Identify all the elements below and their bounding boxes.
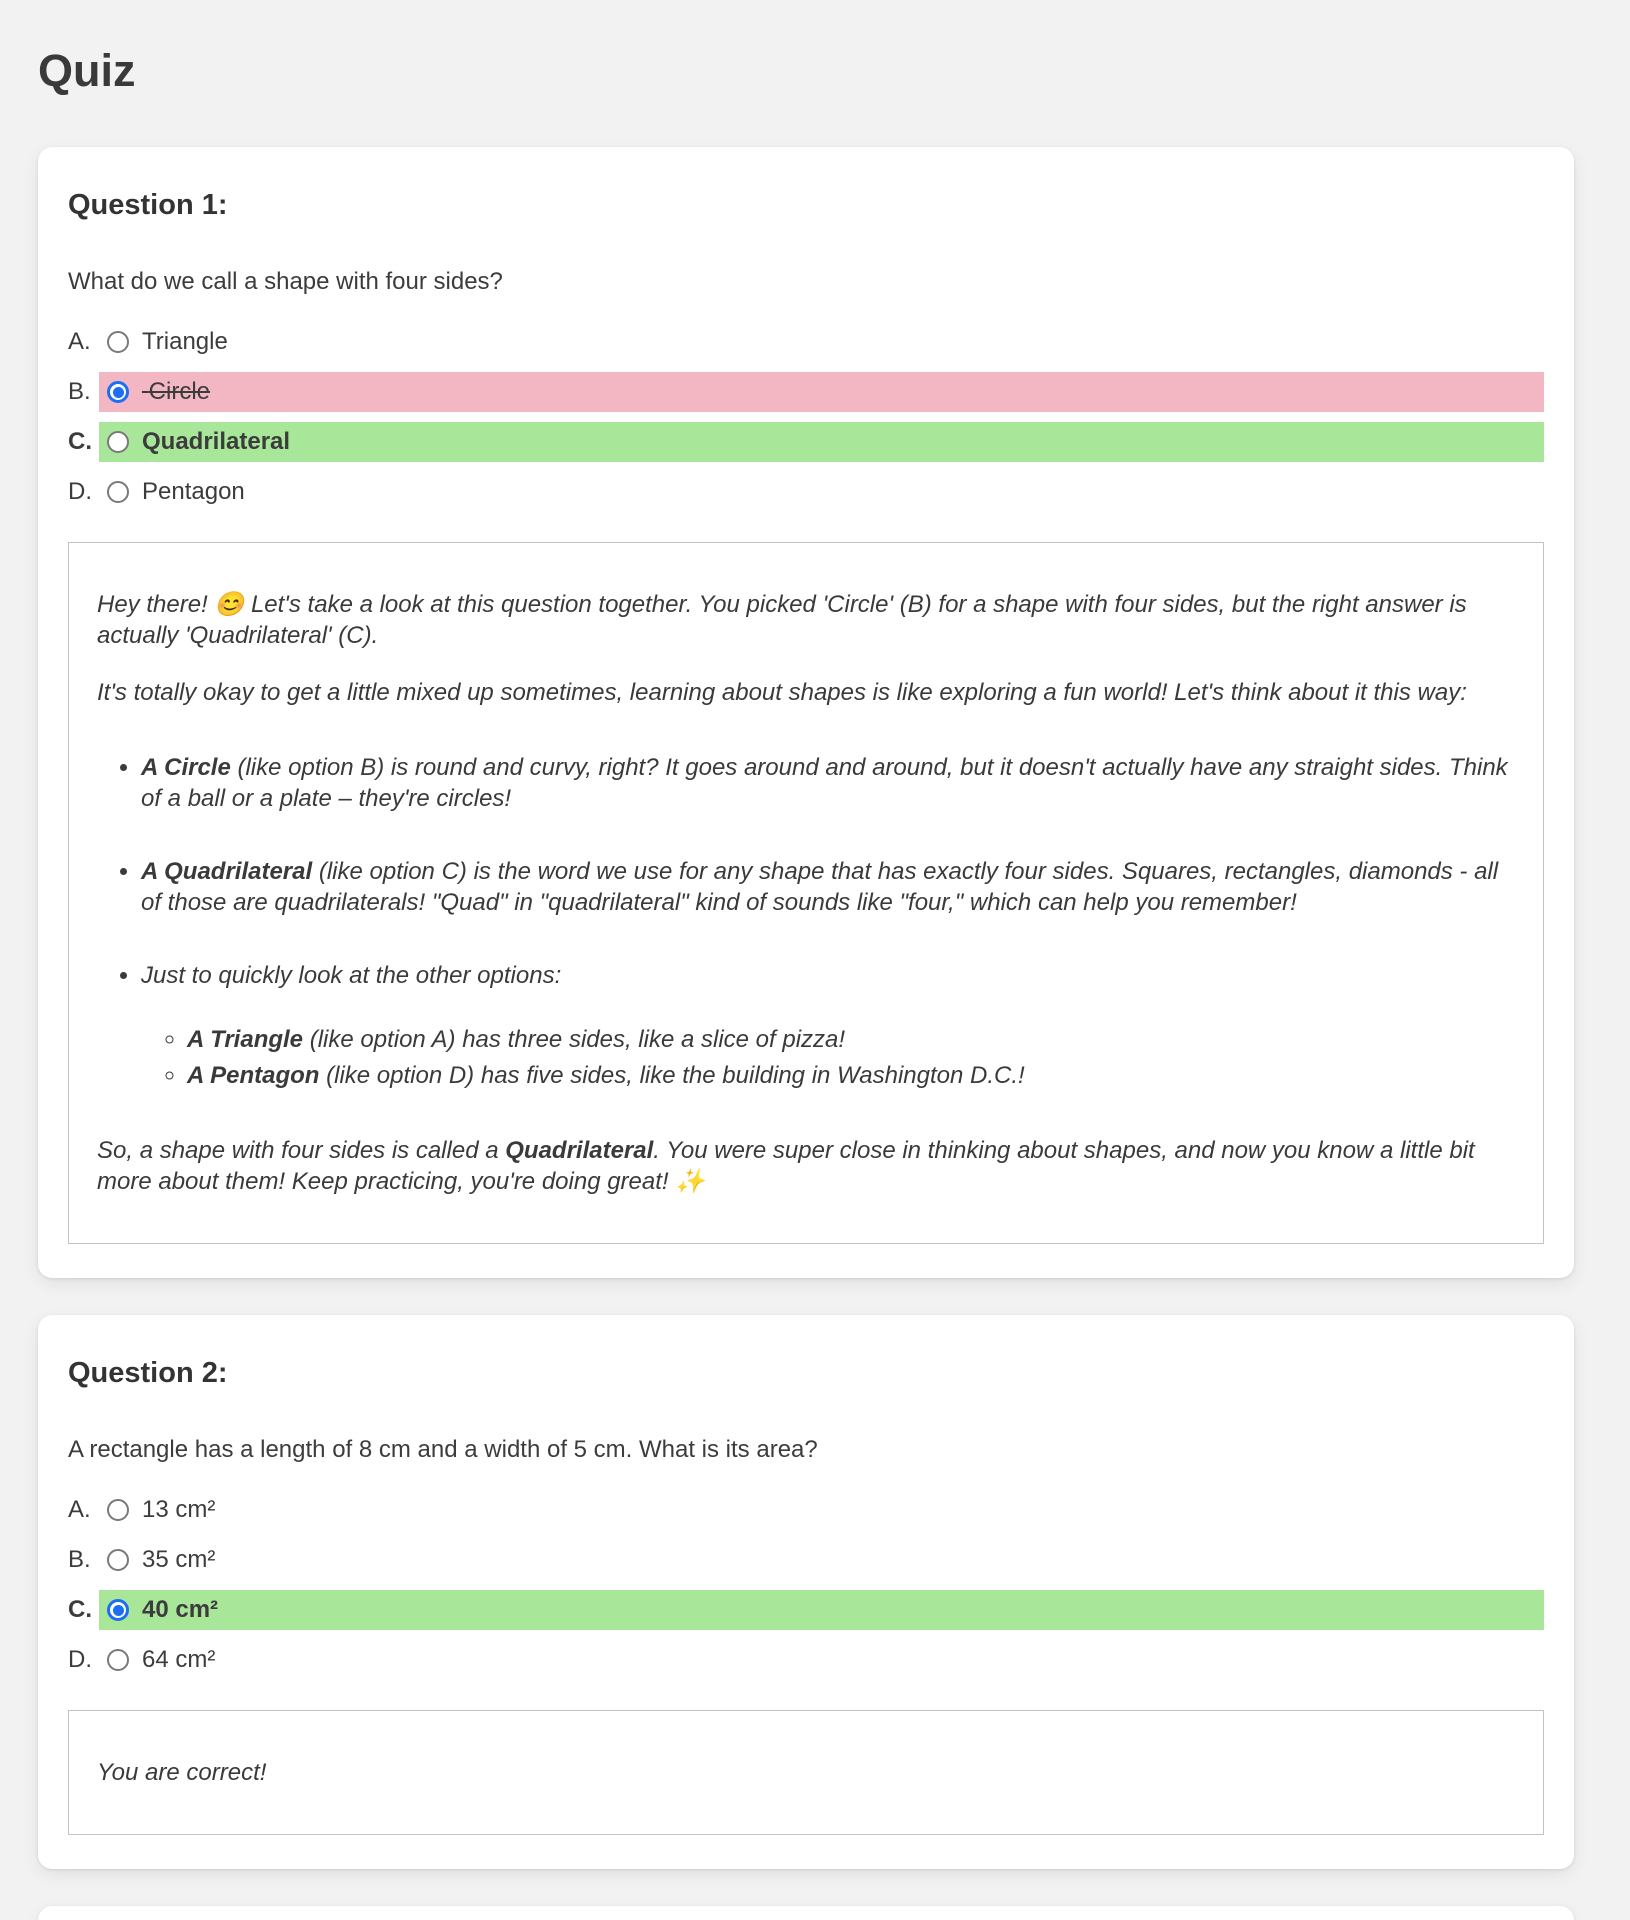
question2-option-a[interactable]	[68, 1490, 1544, 1530]
radio-button-selected[interactable]	[107, 381, 129, 403]
feedback-sub-bullet: ◦ A Pentagon (like option D) has five sides, like the building in Washington D.C.!	[187, 1060, 1515, 1091]
radio-button[interactable]	[107, 1649, 129, 1671]
question2-option-b[interactable]	[68, 1540, 1544, 1580]
feedback-sub-bullet-list	[141, 1024, 1515, 1091]
feedback-sub-bullet: ◦ A Triangle (like option A) has three sides, like a slice of pizza!	[187, 1024, 1515, 1055]
question1-heading: Question 1:	[68, 189, 228, 221]
question2-option-c[interactable]	[68, 1590, 1544, 1630]
incorrect-answer-highlight	[99, 372, 1544, 412]
question3-card-partial	[38, 1906, 1574, 1920]
question1-option-d[interactable]	[68, 472, 1544, 512]
option-letter: C.	[68, 428, 92, 455]
option-label-strikethrough: Circle	[148, 378, 211, 405]
option-label: 13 cm²	[142, 1496, 216, 1523]
question1-options	[68, 322, 1544, 512]
question2-option-d[interactable]	[68, 1640, 1544, 1680]
radio-button-selected[interactable]	[107, 1599, 129, 1621]
radio-button[interactable]	[107, 1499, 129, 1521]
option-letter: D.	[68, 478, 92, 505]
question2-text: A rectangle has a length of 8 cm and a width of 5 cm. What is its area?	[68, 1436, 818, 1463]
question2-feedback-box	[68, 1710, 1544, 1835]
correct-answer-highlight	[99, 422, 1544, 462]
page-title: Quiz	[38, 45, 136, 96]
question1-option-b[interactable]	[68, 372, 1544, 412]
radio-button[interactable]	[107, 1549, 129, 1571]
feedback-bullet: • A Circle (like option B) is round and curvy, right? It goes around and around, but it doesn't actually have any straight sides. Think of a ball or a plate – they're circles!	[141, 752, 1515, 814]
correct-answer-highlight	[99, 1590, 1544, 1630]
option-label: 64 cm²	[142, 1646, 216, 1673]
question1-option-a[interactable]	[68, 322, 1544, 362]
question2-card	[38, 1315, 1574, 1869]
option-label: 40 cm²	[142, 1596, 219, 1623]
radio-button[interactable]	[107, 331, 129, 353]
feedback-bullet-list	[97, 752, 1515, 1091]
question1-text: What do we call a shape with four sides?	[68, 268, 503, 295]
option-letter: A.	[68, 328, 91, 355]
feedback-closing-paragraph: So, a shape with four sides is called a Quadrilateral. You were super close in thinking about shapes, and now you know a little bit more about them! Keep practicing, you're doing great! ✨	[97, 1137, 1475, 1195]
question1-feedback-box	[68, 542, 1544, 1244]
question1-card	[38, 147, 1574, 1278]
option-letter: D.	[68, 1646, 92, 1673]
option-label: Triangle	[142, 328, 228, 355]
question1-option-c[interactable]	[68, 422, 1544, 462]
option-letter: A.	[68, 1496, 91, 1523]
feedback-bullet: • A Quadrilateral (like option C) is the word we use for any shape that has exactly four sides. Squares, rectangles, diamonds - all of those are quadrilaterals! "Quad" in "quadrilateral" kind of sounds like "four," which can help you remember!	[141, 856, 1515, 918]
question2-options	[68, 1490, 1544, 1680]
option-label: 35 cm²	[142, 1546, 216, 1573]
feedback-paragraph: You are correct!	[97, 1759, 267, 1786]
option-letter: B.	[68, 378, 91, 405]
radio-button[interactable]	[107, 431, 129, 453]
feedback-paragraph: Hey there! 😊 Let's take a look at this question together. You picked 'Circle' (B) for a shape with four sides, but the right answer is actually 'Quadrilateral' (C).	[97, 591, 1467, 649]
feedback-bullet: • Just to quickly look at the other options: ◦ A Triangle (like option A) has three sides, like a slice of pizza! ◦ A Pentagon (like option D) has five sides, like the building in Washington D.C.!	[141, 960, 1515, 1091]
option-label: Quadrilateral	[142, 428, 291, 455]
option-letter: B.	[68, 1546, 91, 1573]
radio-button[interactable]	[107, 481, 129, 503]
feedback-paragraph: It's totally okay to get a little mixed up sometimes, learning about shapes is like exploring a fun world! Let's think about it this way:	[97, 679, 1467, 706]
option-letter: C.	[68, 1596, 92, 1623]
question2-heading: Question 2:	[68, 1357, 228, 1389]
option-label: Pentagon	[142, 478, 245, 505]
